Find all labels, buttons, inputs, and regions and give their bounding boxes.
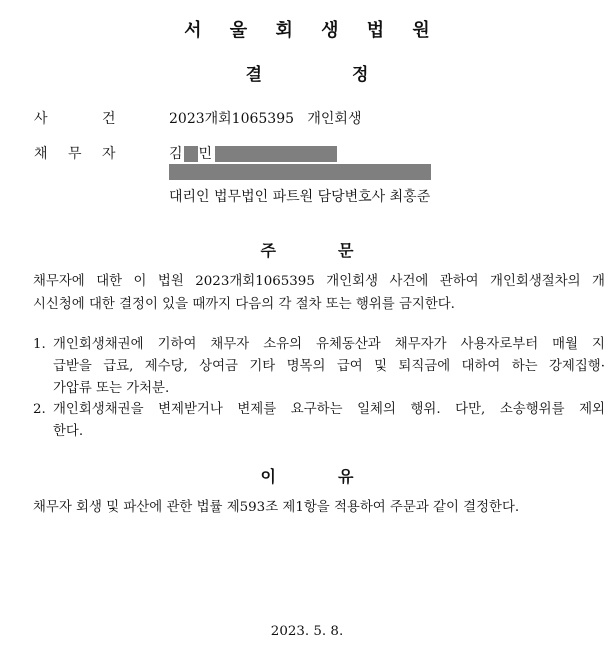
- case-label-char: 건: [102, 111, 116, 127]
- decision-date: 2023. 5. 8.: [270, 624, 344, 639]
- debtor-name-first: 김: [169, 146, 183, 162]
- reason-title: [0, 464, 614, 487]
- doc-type-char-2: 정: [352, 65, 369, 85]
- court-name: 서 울 회 생 법 원: [184, 20, 441, 41]
- debtor-label-char: 자: [102, 146, 116, 162]
- item-line: 한다.: [53, 424, 84, 439]
- item-number: 2.: [33, 402, 46, 417]
- case-number: 2023개회1065395 개인회생: [169, 111, 362, 127]
- case-label: [34, 108, 136, 128]
- item-line: 가압류 또는 가처분.: [53, 381, 170, 396]
- item-text: [53, 399, 605, 443]
- debtor-label-char: 채: [34, 146, 48, 162]
- debtor-name-last: 민: [198, 146, 213, 162]
- order-title-char: 문: [338, 241, 354, 260]
- order-line: 시신청에 대한 결정이 있을 때까지 다음의 각 절차 또는 행위를 금지한다.: [33, 297, 455, 312]
- item-number: 1.: [33, 337, 46, 352]
- doc-type-char-1: 결: [245, 65, 262, 85]
- order-line: 채무자에 대한 이 법원 2023개회1065395 개인회생 사건에 관하여 개인회생절차의 개: [33, 274, 605, 289]
- item-text: [53, 334, 605, 400]
- reason-text: 채무자 회생 및 파산에 관한 법률 제593조 제1항을 적용하여 주문과 같이 결정한다.: [33, 500, 520, 515]
- redaction-box: [184, 146, 198, 162]
- order-title: [0, 238, 614, 261]
- case-label-char: 사: [34, 111, 48, 127]
- item-line: 급받을 급료, 제수당, 상여금 기타 명목의 급여 및 퇴직금에 대하여 하는 강제집행·: [53, 359, 605, 374]
- order-paragraph: [33, 270, 605, 316]
- debtor-agent: 대리인 법무법인 파트원 담당변호사 최홍준: [169, 189, 431, 205]
- document-type-title: [0, 60, 614, 85]
- debtor-label: [34, 143, 136, 163]
- redaction-box: [215, 146, 337, 162]
- reason-title-char: 유: [338, 467, 354, 486]
- reason-title-char: 이: [260, 467, 276, 486]
- order-title-char: 주: [260, 241, 276, 260]
- debtor-name: [169, 143, 337, 163]
- item-line: 개인회생채권을 변제받거나 변제를 요구하는 일체의 행위. 다만, 소송행위를 제외: [53, 402, 605, 417]
- address-redaction-box: [169, 164, 431, 180]
- debtor-label-char: 무: [68, 146, 82, 162]
- item-line: 개인회생채권에 기하여 채무자 소유의 유체동산과 채무자가 사용자로부터 매월 지: [53, 337, 605, 352]
